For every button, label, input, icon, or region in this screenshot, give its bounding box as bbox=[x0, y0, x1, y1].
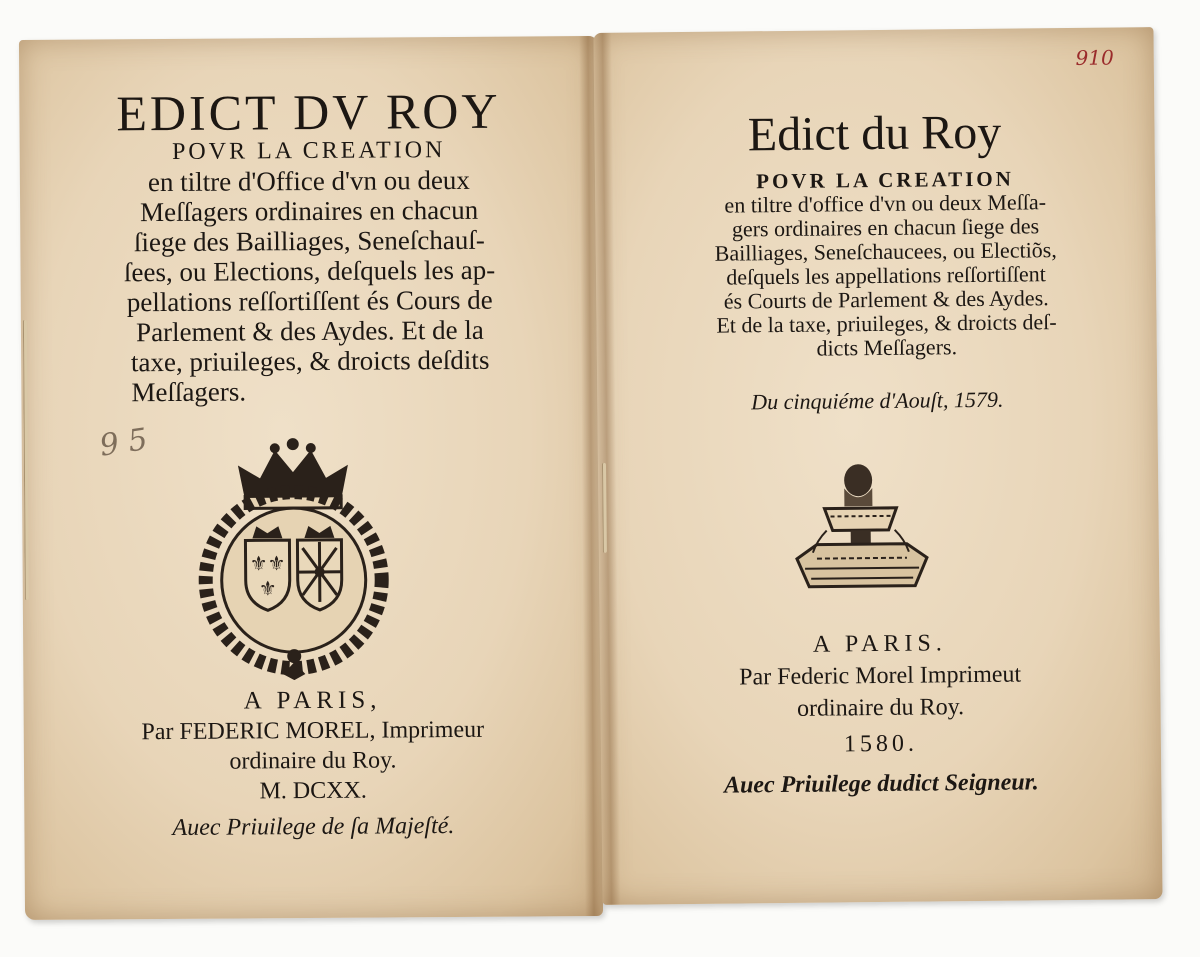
right-body-line: gers ordinaires en chacun ſiege des bbox=[731, 213, 1040, 242]
right-imprint-role: ordinaire du Roy. bbox=[796, 694, 965, 722]
right-imprint bbox=[600, 625, 1162, 803]
right-imprint-city: A PARIS. bbox=[812, 630, 947, 658]
left-title: EDICT DV ROY bbox=[116, 82, 501, 142]
right-page bbox=[593, 27, 1162, 905]
left-body-line: Parlement & des Aydes. Et de la bbox=[136, 314, 484, 348]
left-privilege: Auec Priuilege de ſa Majeſté. bbox=[172, 813, 455, 841]
handwritten-note: 9 5 bbox=[97, 422, 150, 464]
binding-string bbox=[23, 320, 29, 600]
left-imprint-year: M. DCXX. bbox=[259, 777, 367, 805]
shelf-mark: 910 bbox=[1075, 45, 1114, 70]
left-imprint-role: ordinaire du Roy. bbox=[229, 747, 397, 775]
right-body-line: deſquels les appellations reſſortiſſent bbox=[726, 261, 1046, 290]
left-body-line: en tiltre d'Office d'vn ou deux bbox=[147, 164, 470, 198]
svg-text:⚜⚜: ⚜⚜ bbox=[249, 553, 286, 576]
left-body-line: ſiege des Bailliages, Seneſchauſ- bbox=[133, 224, 485, 258]
left-body-line: Meſſagers. bbox=[131, 376, 247, 408]
left-body-line: Meſſagers ordinaires en chacun bbox=[139, 194, 479, 228]
left-imprint bbox=[23, 684, 602, 844]
right-title: Edict du Roy bbox=[747, 105, 1002, 162]
right-date: Du cinquiéme d'Aouſt, 1579. bbox=[751, 386, 1004, 415]
right-body-line: POVR LA CREATION bbox=[756, 166, 1014, 194]
left-imprint-city: A PARIS, bbox=[243, 686, 382, 715]
left-body-line: ſees, ou Elections, deſquels les ap- bbox=[123, 254, 496, 288]
right-body-line: Et de la taxe, priuileges, & droicts deſ- bbox=[716, 309, 1057, 338]
left-imprint-printer: Par FEDERIC MOREL, Imprimeur bbox=[141, 716, 485, 746]
right-body-text bbox=[655, 166, 1117, 363]
svg-text:⚜: ⚜ bbox=[258, 578, 277, 601]
left-body-text bbox=[60, 134, 560, 407]
right-body-line: dicts Meſſagers. bbox=[816, 334, 958, 361]
right-privilege: Auec Priuilege dudict Seigneur. bbox=[723, 769, 1039, 799]
left-body-line: pellations reſſortiſſent és Cours de bbox=[126, 284, 493, 318]
right-body-line: és Courts de Parlement & des Aydes. bbox=[723, 285, 1049, 314]
right-body-line: en tiltre d'office d'vn ou deux Meſſa- bbox=[724, 189, 1047, 218]
right-imprint-printer: Par Federic Morel Imprimeut bbox=[739, 661, 1022, 691]
left-body-line: POVR LA CREATION bbox=[171, 137, 446, 165]
right-body-line: Bailliages, Seneſchaucees, ou Electiõs, bbox=[714, 237, 1057, 266]
left-body-line: taxe, priuileges, & droicts deſdits bbox=[130, 344, 490, 378]
fountain-printer-mark-icon bbox=[786, 457, 938, 609]
right-imprint-year: 1580. bbox=[843, 730, 919, 758]
royal-arms-crown-icon bbox=[190, 429, 398, 680]
left-page bbox=[19, 36, 603, 920]
